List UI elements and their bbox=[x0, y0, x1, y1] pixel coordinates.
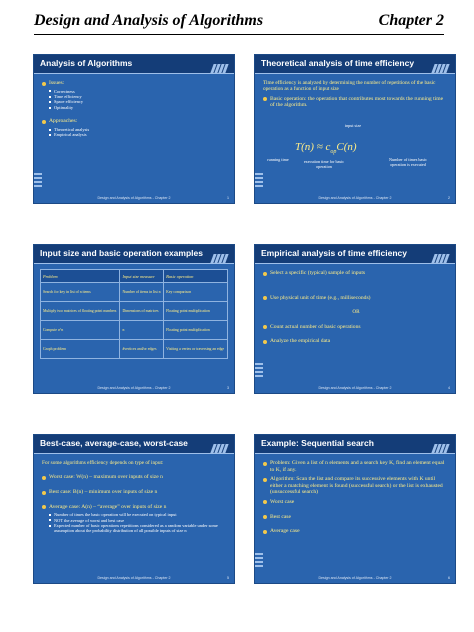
slide-titlebar bbox=[34, 245, 234, 264]
slide-titlebar bbox=[34, 55, 234, 74]
bullet-average-case: Average case bbox=[263, 528, 449, 535]
slide-theoretical-analysis bbox=[255, 55, 455, 203]
bullet-worst-case: Worst case: W(n) – maximum over inputs of size n bbox=[42, 474, 228, 481]
slide-footer: Design and Analysis of Algorithms - Chapter 2 bbox=[318, 196, 392, 200]
table-row bbox=[41, 321, 228, 340]
sub-bullet: Expected number of basic operations repetitions considered as a random variable under some assumption about the probability distribution of all possible inputs of size n bbox=[42, 523, 228, 534]
slide-body bbox=[42, 457, 228, 534]
formula-tail: C(n) bbox=[336, 141, 357, 153]
table-row bbox=[41, 302, 228, 321]
label-running-time: running time bbox=[267, 157, 289, 162]
stripes-decoration bbox=[212, 440, 230, 449]
side-decoration bbox=[255, 553, 263, 569]
slide-number: 1 bbox=[227, 196, 229, 200]
label-number-of-times: Number of times basic operation is executed bbox=[388, 157, 428, 167]
examples-table bbox=[40, 269, 228, 359]
bullet: Count actual number of basic operations bbox=[263, 324, 449, 331]
formula-head: T(n) ≈ c bbox=[295, 141, 331, 153]
slide-titlebar bbox=[255, 245, 455, 264]
slide-body bbox=[263, 77, 449, 111]
table-cell: Floating point multiplication bbox=[164, 321, 228, 340]
page-header bbox=[0, 0, 474, 40]
sub-bullet: Space efficiency bbox=[42, 99, 228, 104]
side-decoration bbox=[255, 363, 263, 379]
column-header: Basic operation bbox=[164, 270, 228, 283]
slide-title: Best-case, average-case, worst-case bbox=[40, 438, 188, 448]
stripes-decoration bbox=[433, 60, 451, 69]
table-cell: Key comparison bbox=[164, 283, 228, 302]
table-cell: Compute a^n bbox=[41, 321, 120, 340]
table-cell: #vertices and/or edges bbox=[120, 340, 164, 359]
slide-number: 4 bbox=[448, 386, 450, 390]
table-cell: Multiply two matrices of floating point numbers bbox=[41, 302, 120, 321]
bullet-worst-case: Worst case bbox=[263, 499, 449, 506]
bullet-approaches: Approaches: bbox=[42, 118, 228, 125]
slide-body bbox=[263, 267, 449, 347]
slide-body bbox=[263, 457, 449, 537]
side-decoration bbox=[34, 173, 42, 189]
table-cell: Dimensions of matrices bbox=[120, 302, 164, 321]
bullet: Select a specific (typical) sample of inputs bbox=[263, 270, 449, 277]
column-header: Input size measure bbox=[120, 270, 164, 283]
sub-bullet: NOT the average of worst and best case bbox=[42, 518, 228, 523]
slide-footer: Design and Analysis of Algorithms - Chapter 2 bbox=[318, 576, 392, 580]
table-cell: Number of items in list n bbox=[120, 283, 164, 302]
slide-footer: Design and Analysis of Algorithms - Chapter 2 bbox=[97, 576, 171, 580]
stripes-decoration bbox=[212, 60, 230, 69]
bullet-algorithm: Algorithm: Scan the list and compare its successive elements with K until either a matching element is found (successful search) or the list is exhausted (unsuccessful search) bbox=[263, 476, 449, 496]
stripes-decoration bbox=[433, 440, 451, 449]
or-label: OR bbox=[352, 309, 360, 316]
table-cell: Visiting a vertex or traversing an edge bbox=[164, 340, 228, 359]
slide-titlebar bbox=[255, 55, 455, 74]
stripes-decoration bbox=[212, 250, 230, 259]
slide-body bbox=[42, 77, 228, 138]
slide-footer: Design and Analysis of Algorithms - Chapter 2 bbox=[318, 386, 392, 390]
slide-number: 6 bbox=[448, 576, 450, 580]
slide-number: 2 bbox=[448, 196, 450, 200]
slide-number: 5 bbox=[227, 576, 229, 580]
header-rule bbox=[34, 34, 444, 35]
bullet-issues: Issues: bbox=[42, 80, 228, 87]
bullet-problem: Problem: Given a list of n elements and a search key K, find an element equal to K, if any. bbox=[263, 460, 449, 473]
label-input-size: input size bbox=[344, 123, 362, 128]
slide-title: Empirical analysis of time efficiency bbox=[261, 248, 407, 258]
slide-title: Input size and basic operation examples bbox=[40, 248, 203, 258]
slide-title: Analysis of Algorithms bbox=[40, 58, 133, 68]
bullet: Analyze the empirical data bbox=[263, 338, 449, 345]
sub-bullet: Empirical analysis bbox=[42, 132, 228, 137]
stripes-decoration bbox=[433, 250, 451, 259]
chapter-label: Chapter 2 bbox=[378, 12, 444, 29]
sub-bullet: Number of times the basic operation will be executed on typical input bbox=[42, 512, 228, 517]
slide-footer: Design and Analysis of Algorithms - Chapter 2 bbox=[97, 386, 171, 390]
paragraph: Time efficiency is analyzed by determining the number of repetitions of the basic operation as a function of input size bbox=[263, 80, 436, 93]
document-title: Design and Analysis of Algorithms bbox=[34, 12, 264, 29]
slide-empirical-analysis bbox=[255, 245, 455, 393]
formula bbox=[295, 141, 357, 155]
slide-sequential-search bbox=[255, 435, 455, 583]
table-cell: Graph problem bbox=[41, 340, 120, 359]
intro-text: For some algorithms efficiency depends on type of input: bbox=[42, 460, 164, 466]
table-cell: Floating point multiplication bbox=[164, 302, 228, 321]
slide-analysis-of-algorithms bbox=[34, 55, 234, 203]
slide-titlebar bbox=[255, 435, 455, 454]
table-row bbox=[41, 340, 228, 359]
table-cell: Search for key in list of n items bbox=[41, 283, 120, 302]
table-header-row bbox=[41, 270, 228, 283]
table-cell: n bbox=[120, 321, 164, 340]
table-row bbox=[41, 283, 228, 302]
bullet-best-case: Best case: B(n) – minimum over inputs of size n bbox=[42, 489, 228, 496]
column-header: Problem bbox=[41, 270, 120, 283]
slide-title: Example: Sequential search bbox=[261, 438, 374, 448]
side-decoration bbox=[255, 173, 263, 189]
slide-footer: Design and Analysis of Algorithms - Chapter 2 bbox=[97, 196, 171, 200]
slide-title: Theoretical analysis of time efficiency bbox=[261, 58, 415, 68]
sub-bullet: Correctness bbox=[42, 89, 228, 94]
slide-best-average-worst-case bbox=[34, 435, 234, 583]
formula-sub: op bbox=[330, 149, 337, 156]
slide-number: 3 bbox=[227, 386, 229, 390]
bullet: Use physical unit of time (e.g., milliseconds) bbox=[263, 295, 449, 302]
slide-input-size-examples bbox=[34, 245, 234, 393]
bullet-best-case: Best case bbox=[263, 514, 449, 521]
bullet-average-case: Average case: A(n) – “average” over inputs of size n bbox=[42, 504, 228, 511]
sub-bullet: Optimality bbox=[42, 105, 228, 110]
bullet-basic-operation: Basic operation: the operation that contributes most towards the running time of the algorithm. bbox=[263, 96, 449, 109]
sub-bullet: Theoretical analysis bbox=[42, 127, 228, 132]
label-execution-time: execution time for basic operation bbox=[303, 159, 345, 169]
slide-titlebar bbox=[34, 435, 234, 454]
sub-bullet: Time efficiency bbox=[42, 94, 228, 99]
